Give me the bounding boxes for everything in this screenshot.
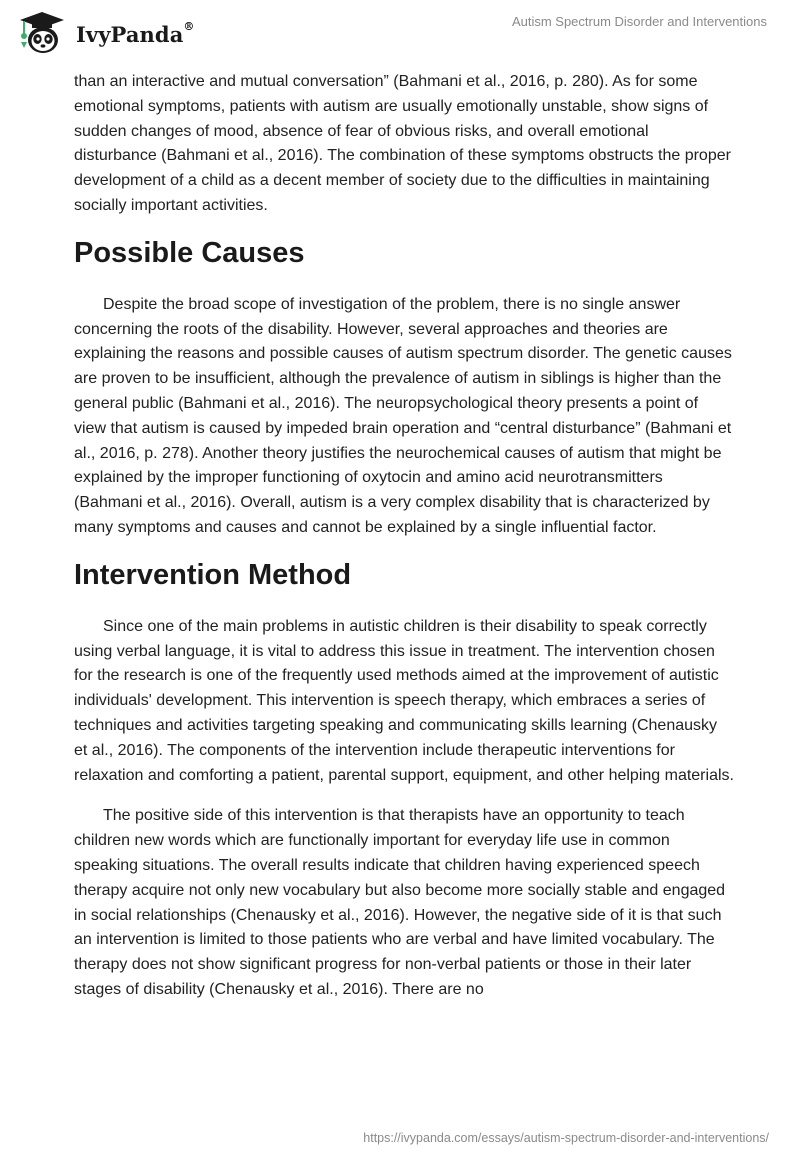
essay-content <box>74 70 734 1019</box>
document-title: Autism Spectrum Disorder and Interventions <box>511 14 767 29</box>
source-url[interactable]: https://ivypanda.com/essays/autism-spectrum-disorder-and-interventions/ <box>363 1131 769 1145</box>
brand-name: IvyPanda® <box>76 19 195 47</box>
paragraph-intervention-2: The positive side of this intervention is that therapists have an opportunity to teach children new words which are functionally important for everyday life use in common speaking situations. The overall results indicate that children having experienced speech therapy acquire not only new vocabulary but also become more socially stable and engaged in social relationships (Chenausky et al., 2016). However, the negative side of it is that such an intervention is limited to those patients who are verbal and have limited vocabulary. The therapy does not show significant progress for non-verbal patients or those in their later stages of disability (Chenausky et al., 2016). There are no <box>74 807 726 998</box>
paragraph-intervention-1: Since one of the main problems in autistic children is their disability to speak correctly using verbal language, it is vital to address this issue in treatment. The intervention chosen for the research is one of the frequently used methods aimed at the improvement of autistic individuals' development. This intervention is speech therapy, which embraces a series of techniques and activities targeting speaking and communicating skills learning (Chenausky et al., 2016). The components of the intervention include therapeutic interventions for relaxation and comforting a patient, parental support, equipment, and other helping materials. <box>74 617 734 784</box>
heading-possible-causes: Possible Causes <box>74 236 305 269</box>
panda-graduation-cap-icon <box>12 8 72 56</box>
paragraph-intro: than an interactive and mutual conversation” (Bahmani et al., 2016, p. 280). As for some emotional symptoms, patients with autism are usually emotionally unstable, show signs of sudden changes of mood, absence of fear of obvious risks, and overall emotional disturbance (Bahmani et al., 2016). The combination of these symptoms obstructs the proper development of a child as a decent member of society due to the difficulties in maintaining socially important activities. <box>74 73 731 214</box>
page-header <box>0 0 800 70</box>
heading-intervention-method: Intervention Method <box>74 558 352 591</box>
ivypanda-logo[interactable] <box>12 8 195 56</box>
paragraph-causes: Despite the broad scope of investigation of the problem, there is no single answer concerning the roots of the disability. However, several approaches and theories are explaining the reasons and possible causes of autism spectrum disorder. The genetic causes are proven to be insufficient, although the prevalence of autism in siblings is higher than the general public (Bahmani et al., 2016). The neuropsychological theory presents a point of view that autism is caused by impeded brain operation and “central disturbance” (Bahmani et al., 2016, p. 278). Another theory justifies the neurochemical causes of autism that might be explained by the improper functioning of oxytocin and amino acid neurotransmitters (Bahmani et al., 2016). Overall, autism is a very complex disability that is characterized by many symptoms and causes and cannot be explained by a single influential factor. <box>74 295 732 536</box>
